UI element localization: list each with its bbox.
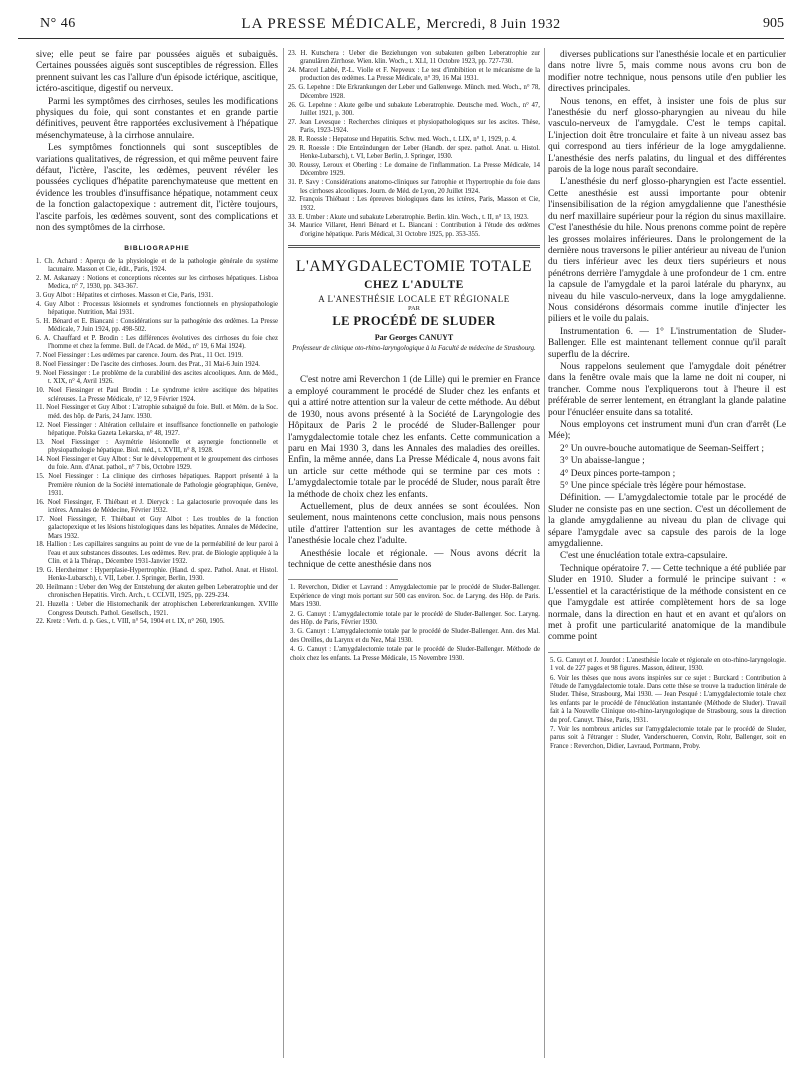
bibliography-entry: 10. Noel Fiessinger et Paul Brodin : Le syndrome ictère ascitique des hépatites scléreuses. La Presse Médicale, n° 12, 9 Février 1924. — [36, 387, 278, 403]
header-rule — [18, 38, 784, 39]
bibliography-entry: 32. François Thiébaut : Les épreuves biologiques dans les ictères, Paris, Masson et Cie, 1932. — [288, 196, 540, 212]
paragraph: 4° Deux pinces porte-tampon ; — [560, 468, 676, 479]
bibliography-entry: 33. E. Umber : Akute und subakute Leberatrophie. Berlin. klin. Woch., t. II, n° 13, 1923. — [288, 213, 529, 221]
column-right — [548, 50, 786, 752]
bibliography-entry: 26. G. Lepehne : Akute gelbe und subakute Leberatrophie. Deutsche med. Woch., n° 47, Juillet 1921, p. 300. — [288, 101, 540, 117]
bibliography-entry: 11. Noel Fiessinger et Guy Albot : L'atrophie subaiguë du foie. Bull. et Mém. de la Soc. méd. des hôp. de Paris, 24 Janv. 1930. — [36, 404, 278, 420]
bibliography-entry: 14. Noel Fiessinger et Guy Albot : Sur le développement et le groupement des cirrhoses du foie. Ann. d'Anat. pathol., n° 7 bis, Octobre 1929. — [36, 456, 278, 472]
bibliography-entry: 6. A. Chauffard et P. Brodin : Les différences évolutives des cirrhoses du foie chez l'homme et chez la femme. Bull. de l'Acad. de Méd., n° 19, 6 Mai 1924). — [36, 335, 278, 351]
bibliography-entry: 3. Guy Albot : Hépatites et cirrhoses. Masson et Cie, Paris, 1931. — [36, 291, 214, 299]
bibliography-entry: 7. Noel Fiessinger : Les œdèmes par carence. Journ. des Prat., 11 Oct. 1919. — [36, 352, 243, 360]
paragraph: L'anesthésie du nerf glosso-pharyngien est l'acte essentiel. Cette anesthésie est aussi importante pour obtenir l'insensibilisation de la région amygdalienne que l'anesthésie du nerf maxillaire supérieur pour la région du sinus maxillaire. C'est l'anesthésie du hile. Nous prenons comme point de repère les grosses molaires inférieures. Dans le prolongement de la dernière nous traversons le pilier antérieur au niveau de l'union du tiers inférieur avec les deux tiers supérieurs et nous pénétrons derrière l'amygdale à une profondeur de 1 cm. entre la capsule de l'amygdale et la paroi latérale du pharynx, au niveau du hile vasculo-nerveux, dans la loge amygdalienne. Nous considérons désormais comme inutile d'injecter les piliers et le voile du palais. — [548, 177, 786, 325]
article-rule — [288, 247, 540, 248]
paragraph: Parmi les symptômes des cirrhoses, seules les modifications physiques du foie, qui sont constantes et en grande partie définitives, peuvent être rapportées exclusivement à l'hépatique mésenchymateuse, à la cirrhose annulaire. — [36, 96, 278, 141]
bibliography-entry: 23. H. Kutschera : Ueber die Beziehungen von subakuten gelben Leberatrophie zur granulären Zirrhose. Wien. klin. Woch., t. XLI, 11 Octobre 1923, pp. 727-730. — [288, 50, 540, 66]
bibliography-entry: 13. Noel Fiessinger : Asymétrie lésionnelle et asynergie fonctionnelle et physiopathologie hépatique. Biol. méd., t. XVIII, n° 8, 1928. — [36, 438, 278, 455]
bibliography-list — [36, 258, 278, 627]
footnote: 5. G. Canuyt et J. Jourdot : L'anesthésie locale et régionale en oto-rhino-laryngologie. 1 vol. de 227 pages et 98 figures. Masson, éditeur, 1930. — [550, 656, 786, 673]
column-divider — [283, 48, 284, 1058]
paragraph: Technique opératoire 7. — Cette technique a été publiée par Sluder en 1910. Sluder a formulé le principe suivant : « L'essentiel et la caractéristique de la méthode consistent en ce que l'amygdale est attirée complètement hors de sa loge normale, dans la direction en haut et en avant et qu'alors on met à profit une particularité anatomique de la mandibule comme point — [548, 563, 786, 643]
paragraph: Actuellement, plus de deux années se sont écoulées. Non seulement, nous maintenons cette conclusion, mais nous pensons utile d'attirer l'attention sur les avantages de cette méthode à l'anesthésie locale chez l'adulte. — [288, 501, 540, 547]
page-number: 905 — [763, 16, 784, 31]
paragraph: 2° Un ouvre-bouche automatique de Seeman-Seiffert ; — [560, 443, 765, 454]
paragraph: diverses publications sur l'anesthésie locale et en particulier dans notre livre 5, mais comme nous avons cru bon de modifier notre technique, nous pensons utile d'en publier les directives principales. — [548, 50, 786, 95]
paragraph: sive; elle peut se faire par poussées aiguës et subaiguës. Certaines poussées aiguës sont susceptibles de régression. Elles prennent suivant les cas l'allure d'un épisode ictérique, ascitique, ictéro-ascitique, digestif ou nerveux. — [36, 50, 278, 95]
bibliography-heading: BIBLIOGRAPHIE — [124, 244, 190, 252]
bibliography-entry: 27. Jean Levesque : Recherches cliniques et physiopathologiques sur les ascites. Thèse, Paris, 1923-1924. — [288, 118, 540, 135]
bibliography-entry: 18. Hallion : Les capillaires sanguins au point de vue de la perméabilité de leur paroi à l'eau et aux substances dissoutes. Les œdèmes. Rev. prat. de Biologie appliquée à la Clin. et à la Thérap., Décembre 1931-Janvier 1932. — [36, 541, 278, 565]
article-method: LE PROCÉDÉ DE SLUDER — [332, 314, 496, 329]
bibliography-entry: 2. M. Askanazy : Notions et conceptions récentes sur les cirrhoses hépatiques. Lisboa Medica, n° 7, 1930, pp. 343-367. — [36, 274, 278, 290]
bibliography-entry: 8. Noel Fiessinger : De l'ascite des cirrhoses. Journ. des Prat., 31 Mai-6 Juin 1924. — [36, 361, 260, 369]
issue-date: Mercredi, 8 Juin 1932 — [426, 17, 561, 32]
footnotes — [288, 584, 540, 663]
column-divider — [544, 48, 545, 1058]
paragraph: Définition. — L'amygdalectomie totale par le procédé de Sluder ne consiste pas en une section. C'est un décollement de la glande amygdalienne au niveau du plan de clivage qui sépare l'amygdale avec sa capsule des parois de la loge amygdalienne. — [548, 493, 786, 550]
issue-number: N° 46 — [40, 16, 76, 31]
bibliography-entry: 28. R. Roessle : Hepatose und Hepatitis. Schw. med. Woch., t. LIX, n° 1, 1929, p. 4. — [288, 135, 517, 143]
bibliography-entry: 29. R. Roessle : Die Entzündungen der Leber (Handb. der spez. pathol. Anat. u. Histol. Henke-Lubarsch), t. VI, Leber Berlin, J. Springer, 1930. — [288, 144, 540, 161]
bibliography-entry: 31. P. Savy : Considérations anatomo-cliniques sur l'atrophie et l'hypertrophie du foie dans les cirrhoses alcooliques. Journ. de Méd. de Lyon, 20 Juillet 1924. — [288, 179, 540, 195]
paragraph: Nous tenons, en effet, à insister une fois de plus sur l'anesthésie du nerf glosso-pharyngien au niveau du hile vasculo-nerveux de l'amygdale. C'est le temps capital. L'injection doit être tronculaire et faite à un niveau assez bas qui correspond au tiers inférieur de la loge amygdalienne. L'anesthésie des nerfs palatins, du lingual et des différentes parois de la loge nous paraît secondaire. — [548, 96, 786, 176]
paragraph: 5° Une pince spéciale très légère pour hémostase. — [560, 481, 746, 492]
footnote-rule — [548, 652, 658, 653]
footnotes — [548, 657, 786, 751]
bibliography-entry: 1. Ch. Achard : Aperçu de la physiologie et de la pathologie générale du système lacunaire. Masson et Cie, édit., Paris, 1924. — [36, 257, 278, 273]
article-body — [548, 50, 786, 644]
article-subtitle: CHEZ L'ADULTE — [364, 279, 464, 292]
bibliography-entry: 25. G. Lepehne : Die Erkrankungen der Leber und Gallenwege. Münch. med. Woch., n° 78, Décembre 1928. — [288, 84, 540, 100]
column-left — [36, 50, 278, 627]
footnote: 2. G. Canuyt : L'amygdalectomie totale par le procédé de Sluder-Ballenger. Soc. Laryng. des Hôp. de Paris, Février 1930. — [290, 610, 540, 626]
bibliography-entry: 34. Maurice Villaret, Henri Bénard et L. Biancani : Contribution à l'étude des œdèmes d'origine hépatique. Paris Médical, 31 Octobre 1925, pp. 353-355. — [288, 222, 540, 238]
footnote: 3. G. Canuyt : L'amygdalectomie totale par le procédé de Sluder-Ballenger. Ann. des Mal. des Oreilles, du Larynx et du Nez, Mai 1930. — [290, 628, 540, 644]
paragraph: Nous employons cet instrument muni d'un cran d'arrêt (Le Mée); — [548, 420, 786, 442]
article-rule — [288, 245, 540, 246]
column-middle — [288, 50, 540, 664]
author-affiliation: Professeur de clinique oto-rhino-laryngologique à la Faculté de médecine de Strasbourg. — [292, 345, 536, 353]
paragraph: C'est notre ami Reverchon 1 (de Lille) qui le premier en France a employé couramment le procédé de Sluder chez les enfants et qui a attiré notre attention sur la valeur de cette méthode. Au début de 1930, nous avons présenté à la Société de Laryngologie des Hôpitaux de Paris 2 le procédé de Sluder-Ballenger pour l'amygdalectomie totale chez les enfants. Cette communication a paru en Mai 1930 3, dans les Annales des maladies des oreilles. Enfin, la même année, dans La Presse Médicale 4, nous avons fait un article sur cette méthode qui se termine par ces mots : L'amygdalectomie totale par le procédé de Sluder, nous paraît être la méthode de choix chez les enfants. — [288, 375, 540, 500]
bibliography-entry: 16. Noel Fiessinger, F. Thiébaut et J. Dieryck : La galactosurie provoquée dans les ictères. Annales de Médecine, Février 1932. — [36, 498, 278, 515]
footnote: 1. Reverchon, Didier et Lavrand : Amygdalectomie par le procédé de Sluder-Ballenger. Expérience de vingt mois portant sur 500 cas environ. Soc. de Laryng. des Hôp. de Paris. Mars 1930. — [290, 584, 540, 609]
bibliography-entry: 15. Noel Fiessinger : La clinique des cirrhoses hépatiques. Rapport présenté à la Première réunion de la Société internationale de Pathologie géographique, Genève, 1931. — [36, 473, 278, 497]
footnote: 7. Voir les nombreux articles sur l'amygdalectomie totale par le procédé de Sluder, parus soit à l'étranger : Sluder, Vanderschueren, Convin, Rohr, Ballenger, soit en France : Reverchon, Didier, Lavraud, Portmann, Proby. — [550, 725, 786, 750]
footnote: 6. Voir les thèses que nous avons inspirées sur ce sujet : Burckard : Contribution à l'étude de l'amygdalectomie totale. Dans cette thèse se trouve la traduction littérale de Sluder. Thèse, Strasbourg, Mai 1930. — Jean Pesqué : L'amygdalectomie totale chez les enfants par le procédé de l'énucléation instantanée (Méthode de Sluder). Travail fait à la Nouvelle Clinique oto-rhino-laryngologique de Strasbourg, sous la direction du prof. Canuyt. Thèse, Paris, 1931. — [550, 674, 786, 724]
bibliography-entry: 24. Marcel Labbé, P.-L. Violle et F. Nepveux : Le test d'imbibition et le mécanisme de la production des œdèmes. La Presse Médicale, n° 39, 16 Mai 1931. — [288, 67, 540, 83]
bibliography-entry: 22. Kretz : Verh. d. p. Ges., t. VIII, n° 54, 1904 et t. IX, n° 260, 1905. — [36, 618, 225, 626]
footnote: 4. G. Canuyt : L'amygdalectomie totale par le procédé de Sluder-Ballenger. Méthode de choix chez les enfants. La Presse Médicale, 15 Novembre 1930. — [290, 646, 540, 662]
paragraph: Anesthésie locale et régionale. — Nous avons décrit la technique de cette anesthésie dans nos — [288, 548, 540, 570]
bibliography-entry: 20. Heilmann : Ueber den Weg der Entstehung der akuten gelben Leberatrophie und der chronischen Hepatitis. Virch. Arch., t. CCLVII, 1925, pp. 229-234. — [36, 584, 278, 600]
paragraph: 3° Un abaisse-langue ; — [560, 456, 645, 467]
article-author: Par Georges CANUYT — [374, 333, 454, 343]
paragraph: Instrumentation 6. — 1° L'instrumentation de Sluder-Ballenger. Elle est maintenant tellement connue qu'il paraît superflu de la décrire. — [548, 326, 786, 360]
bibliography-entry: 4. Guy Albot : Processus lésionnels et syndromes fonctionnels en physiopathologie hépatique. Nutrition, Mai 1931. — [36, 300, 278, 317]
bibliography-list — [288, 50, 540, 239]
paragraph: C'est une énucléation totale extra-capsulaire. — [560, 551, 728, 562]
bibliography-entry: 17. Noel Fiessinger, F. Thiébaut et Guy Albot : Les troubles de la fonction galactopexique et les lésions histologiques dans les hépatites. Annales de Médecine, Mars 1932. — [36, 515, 278, 540]
journal-title-line — [18, 16, 784, 33]
bibliography-entry: 12. Noel Fiessinger : Altération cellulaire et insuffisance fonctionnelle en pathologie hépatique. Polska Gazeta Lekarska, n° 48, 1927. — [36, 421, 278, 437]
journal-name: LA PRESSE MÉDICALE, — [241, 16, 422, 32]
bibliography-entry: 5. H. Bénard et E. Biancani : Considérations sur la pathogénie des œdèmes. La Presse Médicale, 7 Juin 1924, pp. 498-502. — [36, 317, 278, 334]
bibliography-entry: 21. Huzella : Ueber die Histomechanik der atrophischen Lebererkrankungen. XVIIIe Congress Deutsch. Pathol. Gesellsch., 1921. — [36, 601, 278, 617]
bibliography-entry: 9. Noel Fiessinger : Le problème de la curabilité des ascites alcooliques. Ann. de Méd., t. XIX, n° 4, Avril 1926. — [36, 370, 278, 386]
article-par: PAR — [407, 305, 421, 313]
article-title: L'AMYGDALECTOMIE TOTALE — [295, 258, 533, 276]
article-subtitle-2: A L'ANESTHÉSIE LOCALE ET RÉGIONALE — [318, 294, 510, 305]
paragraph: Les symptômes fonctionnels qui sont susceptibles de variations qualitatives, de régression, et qui même peuvent faire défaut, l'ictère, l'ascite, les œdèmes, peuvent révéler les poussées cycliques d'hépatite parenchymateuse que mettent en évidence les troubles d'insuffisance hépatique, notamment ceux de la fonction galactopexique : autrement dit, l'ictère toujours, l'ascite parfois, les œdèmes souvent, sont des complications et non des symptômes de la cirrhose. — [36, 143, 278, 234]
bibliography-entry: 19. G. Herxheimer : Hyperplasie-Hypertrophie. (Hand. d. spez. Pathol. Anat. et Histol. Henke-Lubarsch), t. VII, Leber. J. Springer, Berlin, 1930. — [36, 566, 278, 583]
paragraph: Nous rappelons seulement que l'amygdale doit pénétrer dans la fenêtre ovale mais que la lame ne doit ni couper, ni trancher. Comme nous l'expliquerons tout à l'heure il est préférable de serrer lentement, en étranglant la glande palatine pour l'énucléer ensuite dans sa totalité. — [548, 361, 786, 418]
bibliography-entry: 30. Roussy, Leroux et Oberling : Le domaine de l'inflammation. La Presse Médicale, 14 Décembre 1929. — [288, 162, 540, 178]
footnote-rule — [288, 579, 398, 580]
